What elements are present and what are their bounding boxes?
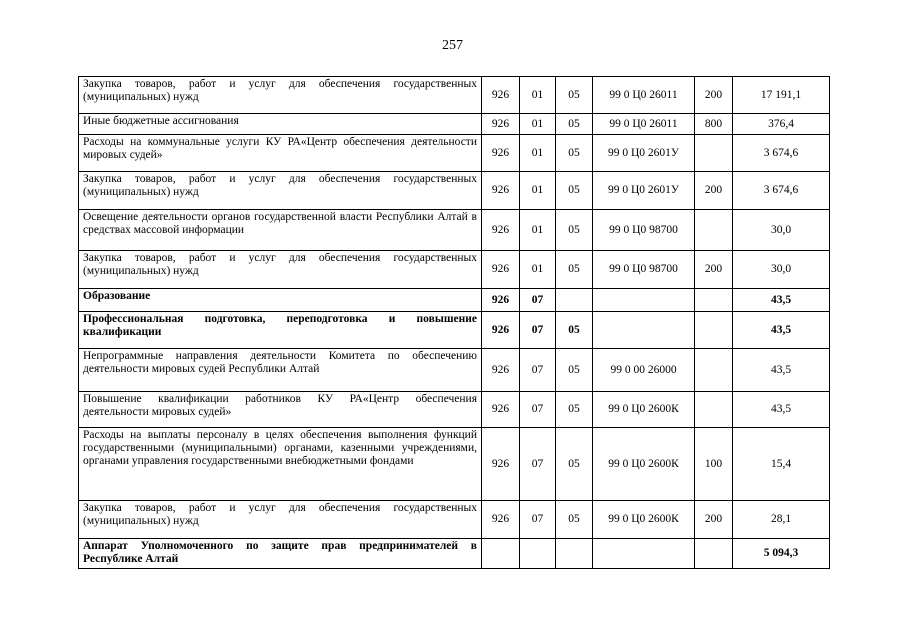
section-code-cell xyxy=(520,539,556,569)
target-article-cell: 99 0 Ц0 2600К xyxy=(593,428,695,501)
table-row xyxy=(79,349,830,392)
subsection-code-cell xyxy=(556,289,593,312)
ministry-code-cell: 926 xyxy=(482,114,520,135)
amount-cell: 3 674,6 xyxy=(733,172,830,210)
ministry-code-cell: 926 xyxy=(482,251,520,289)
ministry-code-cell: 926 xyxy=(482,312,520,349)
amount-cell: 3 674,6 xyxy=(733,135,830,172)
target-article-cell: 99 0 Ц0 2601У xyxy=(593,135,695,172)
ministry-code-cell: 926 xyxy=(482,77,520,114)
ministry-code-cell: 926 xyxy=(482,210,520,251)
target-article-cell: 99 0 Ц0 2600К xyxy=(593,501,695,539)
budget-table xyxy=(78,76,830,569)
section-code-cell: 07 xyxy=(520,349,556,392)
expense-type-cell: 200 xyxy=(695,251,733,289)
table-row xyxy=(79,114,830,135)
table-row xyxy=(79,428,830,501)
amount-cell: 43,5 xyxy=(733,392,830,428)
row-name-cell: Закупка товаров, работ и услуг для обеспечения государственных (муниципальных) нужд xyxy=(79,251,482,289)
section-code-cell: 01 xyxy=(520,172,556,210)
target-article-cell xyxy=(593,289,695,312)
table-row xyxy=(79,251,830,289)
section-code-cell: 01 xyxy=(520,251,556,289)
ministry-code-cell: 926 xyxy=(482,135,520,172)
subsection-code-cell: 05 xyxy=(556,210,593,251)
amount-cell: 28,1 xyxy=(733,501,830,539)
amount-cell: 15,4 xyxy=(733,428,830,501)
subsection-code-cell: 05 xyxy=(556,312,593,349)
row-name-cell: Освещение деятельности органов государственной власти Республики Алтай в средствах массовой информации xyxy=(79,210,482,251)
target-article-cell: 99 0 Ц0 26011 xyxy=(593,77,695,114)
subsection-code-cell: 05 xyxy=(556,135,593,172)
amount-cell: 376,4 xyxy=(733,114,830,135)
table-row xyxy=(79,539,830,569)
amount-cell: 43,5 xyxy=(733,289,830,312)
subsection-code-cell: 05 xyxy=(556,77,593,114)
ministry-code-cell: 926 xyxy=(482,289,520,312)
expense-type-cell xyxy=(695,539,733,569)
ministry-code-cell: 926 xyxy=(482,172,520,210)
subsection-code-cell xyxy=(556,539,593,569)
table-row xyxy=(79,77,830,114)
row-name-cell: Непрограммные направления деятельности Комитета по обеспечению деятельности мировых судей Республики Алтай xyxy=(79,349,482,392)
expense-type-cell: 200 xyxy=(695,77,733,114)
subsection-code-cell: 05 xyxy=(556,251,593,289)
row-name-cell: Аппарат Уполномоченного по защите прав предпринимателей в Республике Алтай xyxy=(79,539,482,569)
target-article-cell: 99 0 Ц0 2601У xyxy=(593,172,695,210)
amount-cell: 43,5 xyxy=(733,312,830,349)
expense-type-cell xyxy=(695,135,733,172)
expense-type-cell xyxy=(695,349,733,392)
ministry-code-cell: 926 xyxy=(482,349,520,392)
expense-type-cell: 800 xyxy=(695,114,733,135)
row-name-cell: Повышение квалификации работников КУ РА«Центр обеспечения деятельности мировых судей» xyxy=(79,392,482,428)
row-name-cell: Образование xyxy=(79,289,482,312)
subsection-code-cell: 05 xyxy=(556,172,593,210)
amount-cell: 43,5 xyxy=(733,349,830,392)
section-code-cell: 07 xyxy=(520,501,556,539)
row-name-cell: Расходы на коммунальные услуги КУ РА«Центр обеспечения деятельности мировых судей» xyxy=(79,135,482,172)
amount-cell: 30,0 xyxy=(733,210,830,251)
row-name-cell: Иные бюджетные ассигнования xyxy=(79,114,482,135)
subsection-code-cell: 05 xyxy=(556,392,593,428)
table-row xyxy=(79,501,830,539)
expense-type-cell xyxy=(695,210,733,251)
row-name-cell: Закупка товаров, работ и услуг для обеспечения государственных (муниципальных) нужд xyxy=(79,501,482,539)
amount-cell: 5 094,3 xyxy=(733,539,830,569)
section-code-cell: 07 xyxy=(520,392,556,428)
subsection-code-cell: 05 xyxy=(556,428,593,501)
row-name-cell: Закупка товаров, работ и услуг для обеспечения государственных (муниципальных) нужд xyxy=(79,77,482,114)
section-code-cell: 07 xyxy=(520,312,556,349)
expense-type-cell xyxy=(695,312,733,349)
table-row xyxy=(79,210,830,251)
table-row xyxy=(79,135,830,172)
target-article-cell: 99 0 00 26000 xyxy=(593,349,695,392)
subsection-code-cell: 05 xyxy=(556,349,593,392)
target-article-cell: 99 0 Ц0 98700 xyxy=(593,251,695,289)
ministry-code-cell: 926 xyxy=(482,501,520,539)
row-name-cell: Расходы на выплаты персоналу в целях обеспечения выполнения функций государственными (муниципальными) органами, казенными учреждениями, органами управления государственными внебюджетными фондами xyxy=(79,428,482,501)
subsection-code-cell: 05 xyxy=(556,114,593,135)
target-article-cell xyxy=(593,312,695,349)
row-name-cell: Закупка товаров, работ и услуг для обеспечения государственных (муниципальных) нужд xyxy=(79,172,482,210)
section-code-cell: 07 xyxy=(520,289,556,312)
target-article-cell: 99 0 Ц0 98700 xyxy=(593,210,695,251)
section-code-cell: 01 xyxy=(520,210,556,251)
expense-type-cell: 200 xyxy=(695,501,733,539)
amount-cell: 17 191,1 xyxy=(733,77,830,114)
section-code-cell: 01 xyxy=(520,77,556,114)
section-code-cell: 01 xyxy=(520,135,556,172)
expense-type-cell: 200 xyxy=(695,172,733,210)
target-article-cell xyxy=(593,539,695,569)
ministry-code-cell: 926 xyxy=(482,392,520,428)
table-row xyxy=(79,289,830,312)
page-number: 257 xyxy=(442,38,463,53)
ministry-code-cell: 926 xyxy=(482,428,520,501)
table-row xyxy=(79,172,830,210)
target-article-cell: 99 0 Ц0 2600К xyxy=(593,392,695,428)
expense-type-cell: 100 xyxy=(695,428,733,501)
row-name-cell: Профессиональная подготовка, переподготовка и повышение квалификации xyxy=(79,312,482,349)
expense-type-cell xyxy=(695,392,733,428)
expense-type-cell xyxy=(695,289,733,312)
section-code-cell: 01 xyxy=(520,114,556,135)
amount-cell: 30,0 xyxy=(733,251,830,289)
table-row xyxy=(79,312,830,349)
ministry-code-cell xyxy=(482,539,520,569)
section-code-cell: 07 xyxy=(520,428,556,501)
table-row xyxy=(79,392,830,428)
target-article-cell: 99 0 Ц0 26011 xyxy=(593,114,695,135)
subsection-code-cell: 05 xyxy=(556,501,593,539)
